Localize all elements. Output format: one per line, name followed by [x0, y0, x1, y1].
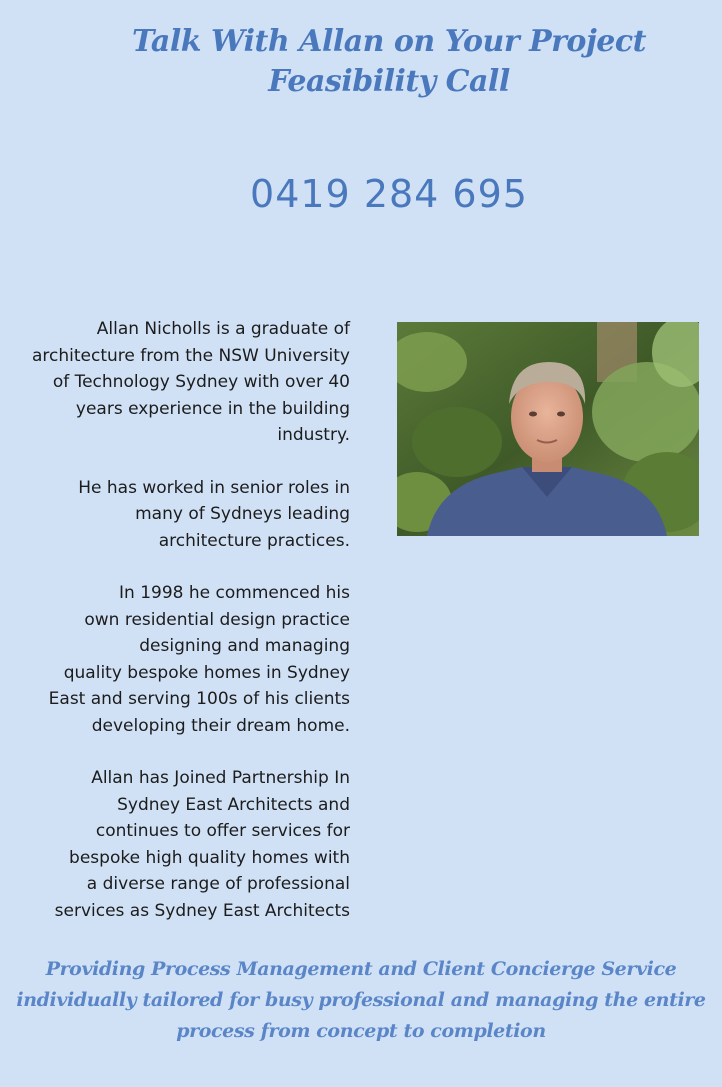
bio-line: architecture from the NSW University [31, 345, 350, 366]
portrait-photo-image [397, 322, 699, 536]
bio-paragraph-3 [14, 580, 350, 739]
bio-line: years experience in the building [75, 398, 350, 419]
bio-line: own residential design practice [84, 609, 350, 630]
bio-line: architecture practices. [158, 530, 350, 551]
tagline-line-3: process from concept to completion [176, 1020, 546, 1042]
phone-number-link[interactable]: 0419 284 695 [250, 172, 528, 216]
bio-line: Allan Nicholls is a graduate of [96, 319, 350, 339]
bio-line: industry. [277, 425, 350, 445]
tagline-line-1: Providing Process Management and Client Concierge Service [45, 958, 677, 980]
tagline-line-2: individually tailored for busy professional and managing the entire [16, 989, 706, 1011]
bio-line: Sydney East Architects and [117, 794, 350, 815]
bio-line: quality bespoke homes in Sydney [63, 662, 350, 683]
bio-line: bespoke high quality homes with [69, 847, 350, 868]
headline-line-2: Feasibility Call [268, 64, 510, 99]
bio-paragraph-4 [14, 765, 350, 924]
bio-paragraph-1 [14, 316, 350, 449]
bio-line: of Technology Sydney with over 40 [52, 372, 350, 392]
bio-line: Allan has Joined Partnership In [91, 768, 350, 788]
bio-line: a diverse range of professional [86, 874, 350, 894]
portrait-photo [397, 322, 699, 536]
bio-text [14, 316, 350, 950]
bio-line: designing and managing [139, 636, 350, 656]
page-headline [0, 22, 722, 102]
bio-line: East and serving 100s of his clients [48, 689, 350, 709]
bio-line: In 1998 he commenced his [119, 583, 350, 603]
headline-line-1: Talk With Allan on Your Project [131, 24, 647, 59]
bio-paragraph-2 [14, 475, 350, 555]
bio-line: continues to offer services for [95, 821, 350, 841]
bio-line: many of Sydneys leading [135, 504, 350, 524]
bio-line: developing their dream home. [91, 715, 350, 736]
tagline [0, 954, 722, 1047]
bio-line: He has worked in senior roles in [78, 477, 350, 498]
bio-line: services as Sydney East Architects [54, 900, 350, 921]
